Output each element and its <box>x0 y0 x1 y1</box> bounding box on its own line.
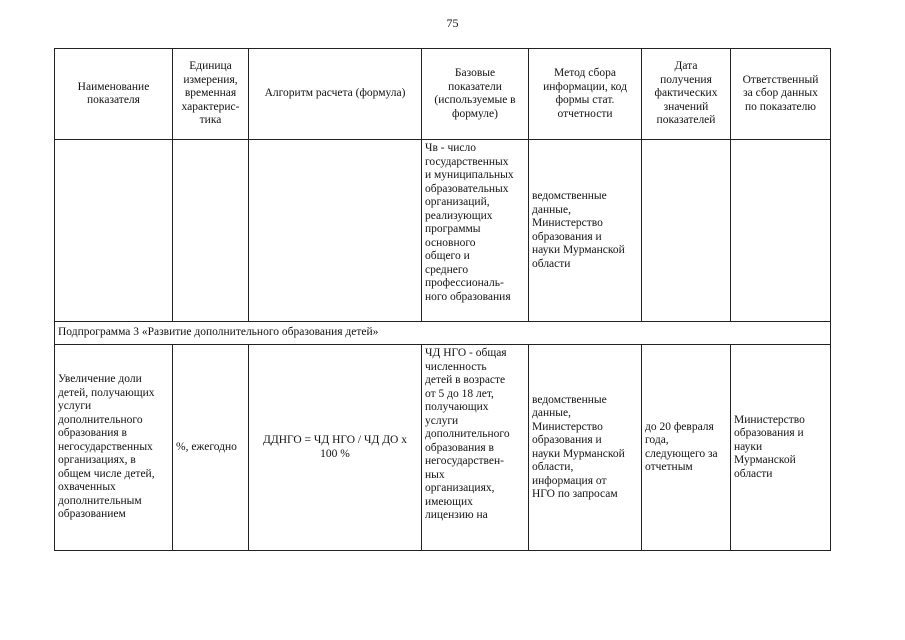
page-number: 75 <box>446 16 459 30</box>
subprogram-title: Подпрограмма 3 «Развитие дополнительного образования детей» <box>55 322 831 345</box>
header-row <box>55 49 831 140</box>
cell-unit: %, ежегодно <box>173 345 249 551</box>
indicator-table <box>54 48 831 551</box>
cell-method: ведомственные данные, Министерство образования и науки Мурманской области, информация от НГО по запросам <box>529 345 642 551</box>
cell-method: ведомственные данные, Министерство образования и науки Мурманской области <box>529 140 642 322</box>
cell-date <box>642 140 731 322</box>
table-row <box>55 345 831 551</box>
header-method: Метод сбора информации, код формы стат. отчетности <box>529 49 642 140</box>
cell-responsible <box>731 140 831 322</box>
subprogram-row <box>55 322 831 345</box>
cell-formula: ДДНГО = ЧД НГО / ЧД ДО х 100 % <box>249 345 422 551</box>
header-responsible: Ответственный за сбор данных по показателю <box>731 49 831 140</box>
header-formula: Алгоритм расчета (формула) <box>249 49 422 140</box>
cell-base: Чв - число государственных и муниципальных образовательных организаций, реализующих программы основного общего и среднего профессиональ- ного образования <box>422 140 529 322</box>
header-name: Наименование показателя <box>55 49 173 140</box>
header-date: Дата получения фактических значений показателей <box>642 49 731 140</box>
cell-name: Увеличение доли детей, получающих услуги дополнительного образования в негосударственных организациях, в общем числе детей, охваченных дополнительным образованием <box>55 345 173 551</box>
cell-formula <box>249 140 422 322</box>
cell-name <box>55 140 173 322</box>
cell-responsible: Министерство образования и науки Мурманской области <box>731 345 831 551</box>
cell-unit <box>173 140 249 322</box>
header-base: Базовые показатели (используемые в формуле) <box>422 49 529 140</box>
header-unit: Единица измерения, временная характерис- тика <box>173 49 249 140</box>
cell-base: ЧД НГО - общая численность детей в возрасте от 5 до 18 лет, получающих услуги дополнительного образования в негосударствен- ных организациях, имеющих лицензию на <box>422 345 529 551</box>
table-row <box>55 140 831 322</box>
cell-date: до 20 февраля года, следующего за отчетным <box>642 345 731 551</box>
